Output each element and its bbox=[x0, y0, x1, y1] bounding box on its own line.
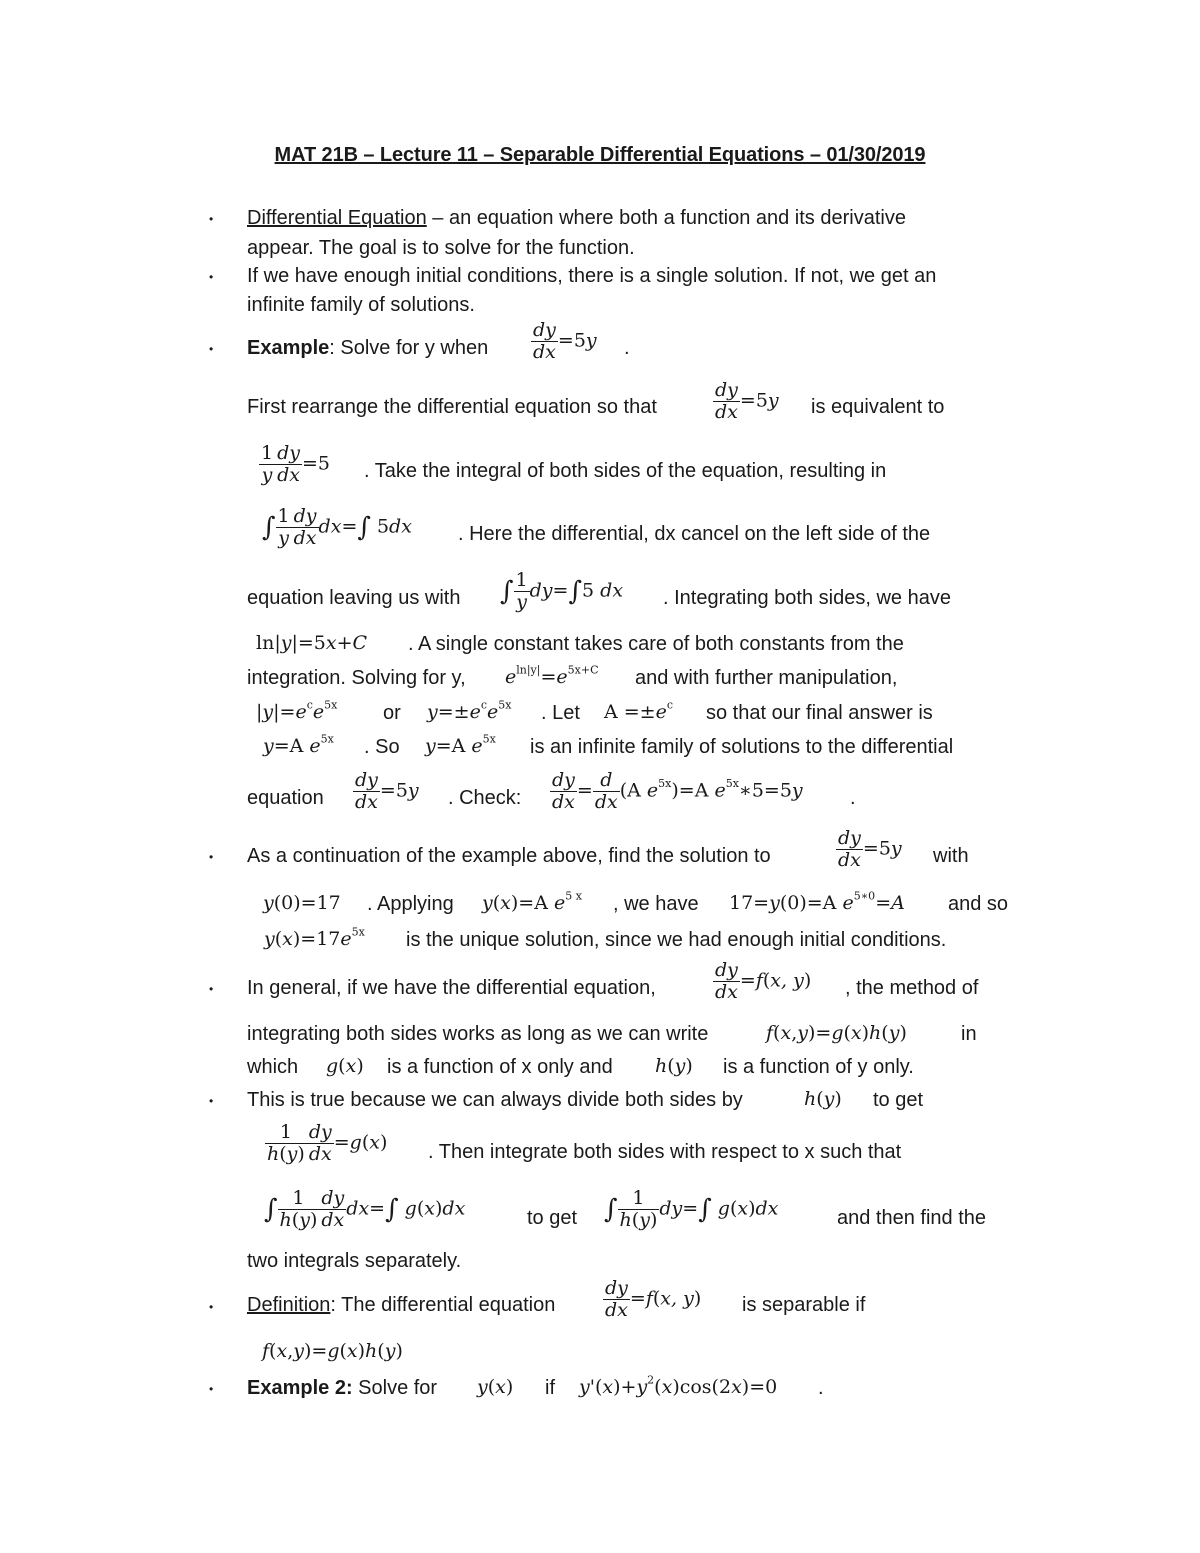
equation: h(y) bbox=[804, 1088, 842, 1110]
bullet-icon: • bbox=[209, 850, 214, 864]
text-line: appear. The goal is to solve for the function. bbox=[247, 237, 635, 259]
equation: $\frac{dy}{dx}$ = $\frac{d}{dx}$ (A $e^{5x})=A$ $e^{5x}∗5=5y$ bbox=[552, 769, 803, 813]
equation: $e^{ln|y|}=e^{5x+C}$ bbox=[505, 663, 599, 688]
bullet-icon: • bbox=[209, 1300, 214, 1314]
equation: $\frac{1}{h(y)}$ $\frac{dy}{dx}$ =g(x) bbox=[267, 1121, 388, 1165]
text-line: infinite family of solutions. bbox=[247, 294, 475, 316]
text-line: . A single constant takes care of both constants from the bbox=[408, 633, 904, 655]
equation: y=A $e^{5x}$ bbox=[263, 732, 334, 757]
text-line: This is true because we can always divide both sides by bbox=[247, 1089, 743, 1111]
bullet-icon: • bbox=[209, 270, 214, 284]
equation: f(x,y)=g(x)h(y) bbox=[766, 1022, 907, 1044]
equation: ∫ $\frac{1}{h(y)}$ dy=∫ g(x)dx bbox=[604, 1187, 779, 1231]
equation: $A =\pm e^c$ bbox=[604, 698, 674, 723]
equation: 17=y(0)=A $e^{5∗0}=A$ bbox=[729, 889, 905, 914]
page-title: MAT 21B – Lecture 11 – Separable Differential Equations – 01/30/2019 bbox=[274, 144, 926, 166]
bullet-icon: • bbox=[209, 982, 214, 996]
equation: ∫ $\frac{1}{y}$ $\frac{dy}{dx}$ dx=∫ 5dx bbox=[262, 505, 412, 549]
document-page: MAT 21B – Lecture 11 – Separable Differential Equations – 01/30/2019 • Differential Equation – an equation where both a function and its derivative appear. The goal is to solve for the function. • If we have enough initial conditions, there is a single solution. If not, we get an infinite family of solutions. • Example: Solve for y when $\frac{dy}{dx}$ =5y . First rearrange the differential equation so that $\frac{dy}{dx}$ =5y is equivalent to $\frac{1}{y}$ $\frac{dy}{dx}$ =5 . Take the integral of both sides of the equation, resulting in ∫ $\frac{1}{y}$ $\frac{dy}{dx}$ dx=∫ 5dx . Here the differential, dx cancel on the left side of the equation leaving us with ∫ $\frac{1}{y}$ dy=∫5 dx . Integrating both sides, we have ln|y|=5x+C . A single constant takes care of both constants from the integration. Solving for y, $e^{ln|y|}=e^{5x+C}$ and with further manipulation, $|y|=e^ce^{5x}$ or $y=\pm e^ce^{5x}$ . Let $A =\pm e^c$ so that our final answer is y=A $e^{5x}$ . So y=A $e^{5x}$ is an infinite family of solutions to the differential equation $\frac{dy}{dx}$ =5y . Check: $\frac{dy}{dx}$ = $\frac{d}{dx}$ (A $e^{5x})=A$ $e^{5x}∗5=5y$ . • As a continuation of the example above, find the solution to $\frac{dy}{dx}$ =5y with y(0)=17 . Applying y(x)=A $e^{5 x}$ , we have 17=y(0)=A $e^{5∗0}=A$ and so $y(x)=17e^{5x}$ is the unique solution, since we had enough initial conditions. • In general, if we have the differential equation, $\frac{dy}{dx}$ =f(x, y) , the method of integrating both sides works as long as we can write f(x,y)=g(x)h(y) in which g(x) is a function of x only and h(y) is a function of y only. • This is true because we can always divide both sides by h(y) to get $\frac{1}{h(y)}$ $\frac{dy}{dx}$ =g(x) . Then integrate both sides with respect to x such that ∫ $\frac{1}{h(y)}$ $\frac{dy}{dx}$ dx=∫ g(x)dx to get ∫ $\frac{1}{h(y)}$ dy=∫ g(x)dx and then find the two integrals separately. • Definition: The differential equation $\frac{dy}{dx}$ =f(x, y) is separable if f(x,y)=g(x)h(y) • Example 2: Solve for y(x) if $y'(x)+y^2(x)\cos(2x)=0$ . bbox=[0, 0, 1200, 1553]
bullet-icon: • bbox=[209, 1382, 214, 1396]
equation: $\frac{dy}{dx}$ =5y bbox=[533, 319, 597, 363]
equation: $\frac{dy}{dx}$ =5y bbox=[838, 827, 902, 871]
text-line: First rearrange the differential equation so that bbox=[247, 396, 657, 418]
equation: $y(x)=17e^{5x}$ bbox=[264, 925, 365, 950]
equation: y(0)=17 bbox=[263, 892, 341, 914]
equation: $\frac{dy}{dx}$ =f(x, y) bbox=[605, 1277, 702, 1321]
text-line: two integrals separately. bbox=[247, 1250, 462, 1272]
text-line: integrating both sides works as long as we can write bbox=[247, 1023, 709, 1045]
equation: $y=\pm e^ce^{5x}$ bbox=[427, 698, 512, 723]
equation: $|y|=e^ce^{5x}$ bbox=[256, 698, 338, 723]
equation: f(x,y)=g(x)h(y) bbox=[262, 1340, 403, 1362]
text-line: equation leaving us with bbox=[247, 587, 461, 609]
equation: y(x) bbox=[477, 1376, 514, 1398]
equation: y=A $e^{5x}$ bbox=[425, 732, 496, 757]
text-line: As a continuation of the example above, find the solution to bbox=[247, 845, 771, 867]
equation: h(y) bbox=[655, 1055, 693, 1077]
bullet-icon: • bbox=[209, 1094, 214, 1108]
equation: ∫ $\frac{1}{h(y)}$ $\frac{dy}{dx}$ dx=∫ g(x)dx bbox=[264, 1187, 466, 1231]
text-line: . Then integrate both sides with respect to x such that bbox=[428, 1141, 902, 1163]
text-line: integration. Solving for y, bbox=[247, 667, 466, 689]
equation: y(x)=A $e^{5 x}$ bbox=[482, 889, 582, 914]
equation: $\frac{1}{y}$ $\frac{dy}{dx}$ =5 bbox=[261, 442, 331, 486]
equation: ∫ $\frac{1}{y}$ dy=∫5 dx bbox=[500, 569, 624, 613]
equation: g(x) bbox=[326, 1055, 364, 1077]
example-heading: Example: Solve for y when bbox=[247, 337, 489, 359]
text-line: which bbox=[247, 1056, 299, 1078]
definition-line: Definition: The differential equation bbox=[247, 1294, 556, 1316]
equation: $y'(x)+y^2(x)\cos(2x)=0$ bbox=[579, 1373, 778, 1398]
text-line: . Take the integral of both sides of the equation, resulting in bbox=[364, 460, 887, 482]
text-line: equation bbox=[247, 787, 324, 809]
text-line: . Here the differential, dx cancel on the left side of the bbox=[458, 523, 931, 545]
text-line: In general, if we have the differential equation, bbox=[247, 977, 656, 999]
example-heading: Example 2: Solve for bbox=[247, 1377, 438, 1399]
equation: $\frac{dy}{dx}$ =5y bbox=[715, 379, 779, 423]
term-differential-equation: Differential Equation bbox=[247, 207, 427, 229]
equation: $\frac{dy}{dx}$ =f(x, y) bbox=[715, 959, 812, 1003]
definition-line: Differential Equation – an equation where both a function and its derivative bbox=[247, 207, 906, 229]
text-line: If we have enough initial conditions, there is a single solution. If not, we get an bbox=[247, 265, 937, 287]
equation: $\frac{dy}{dx}$ =5y bbox=[355, 769, 419, 813]
equation: ln|y|=5x+C bbox=[256, 632, 368, 654]
bullet-icon: • bbox=[209, 212, 214, 226]
bullet-icon: • bbox=[209, 342, 214, 356]
